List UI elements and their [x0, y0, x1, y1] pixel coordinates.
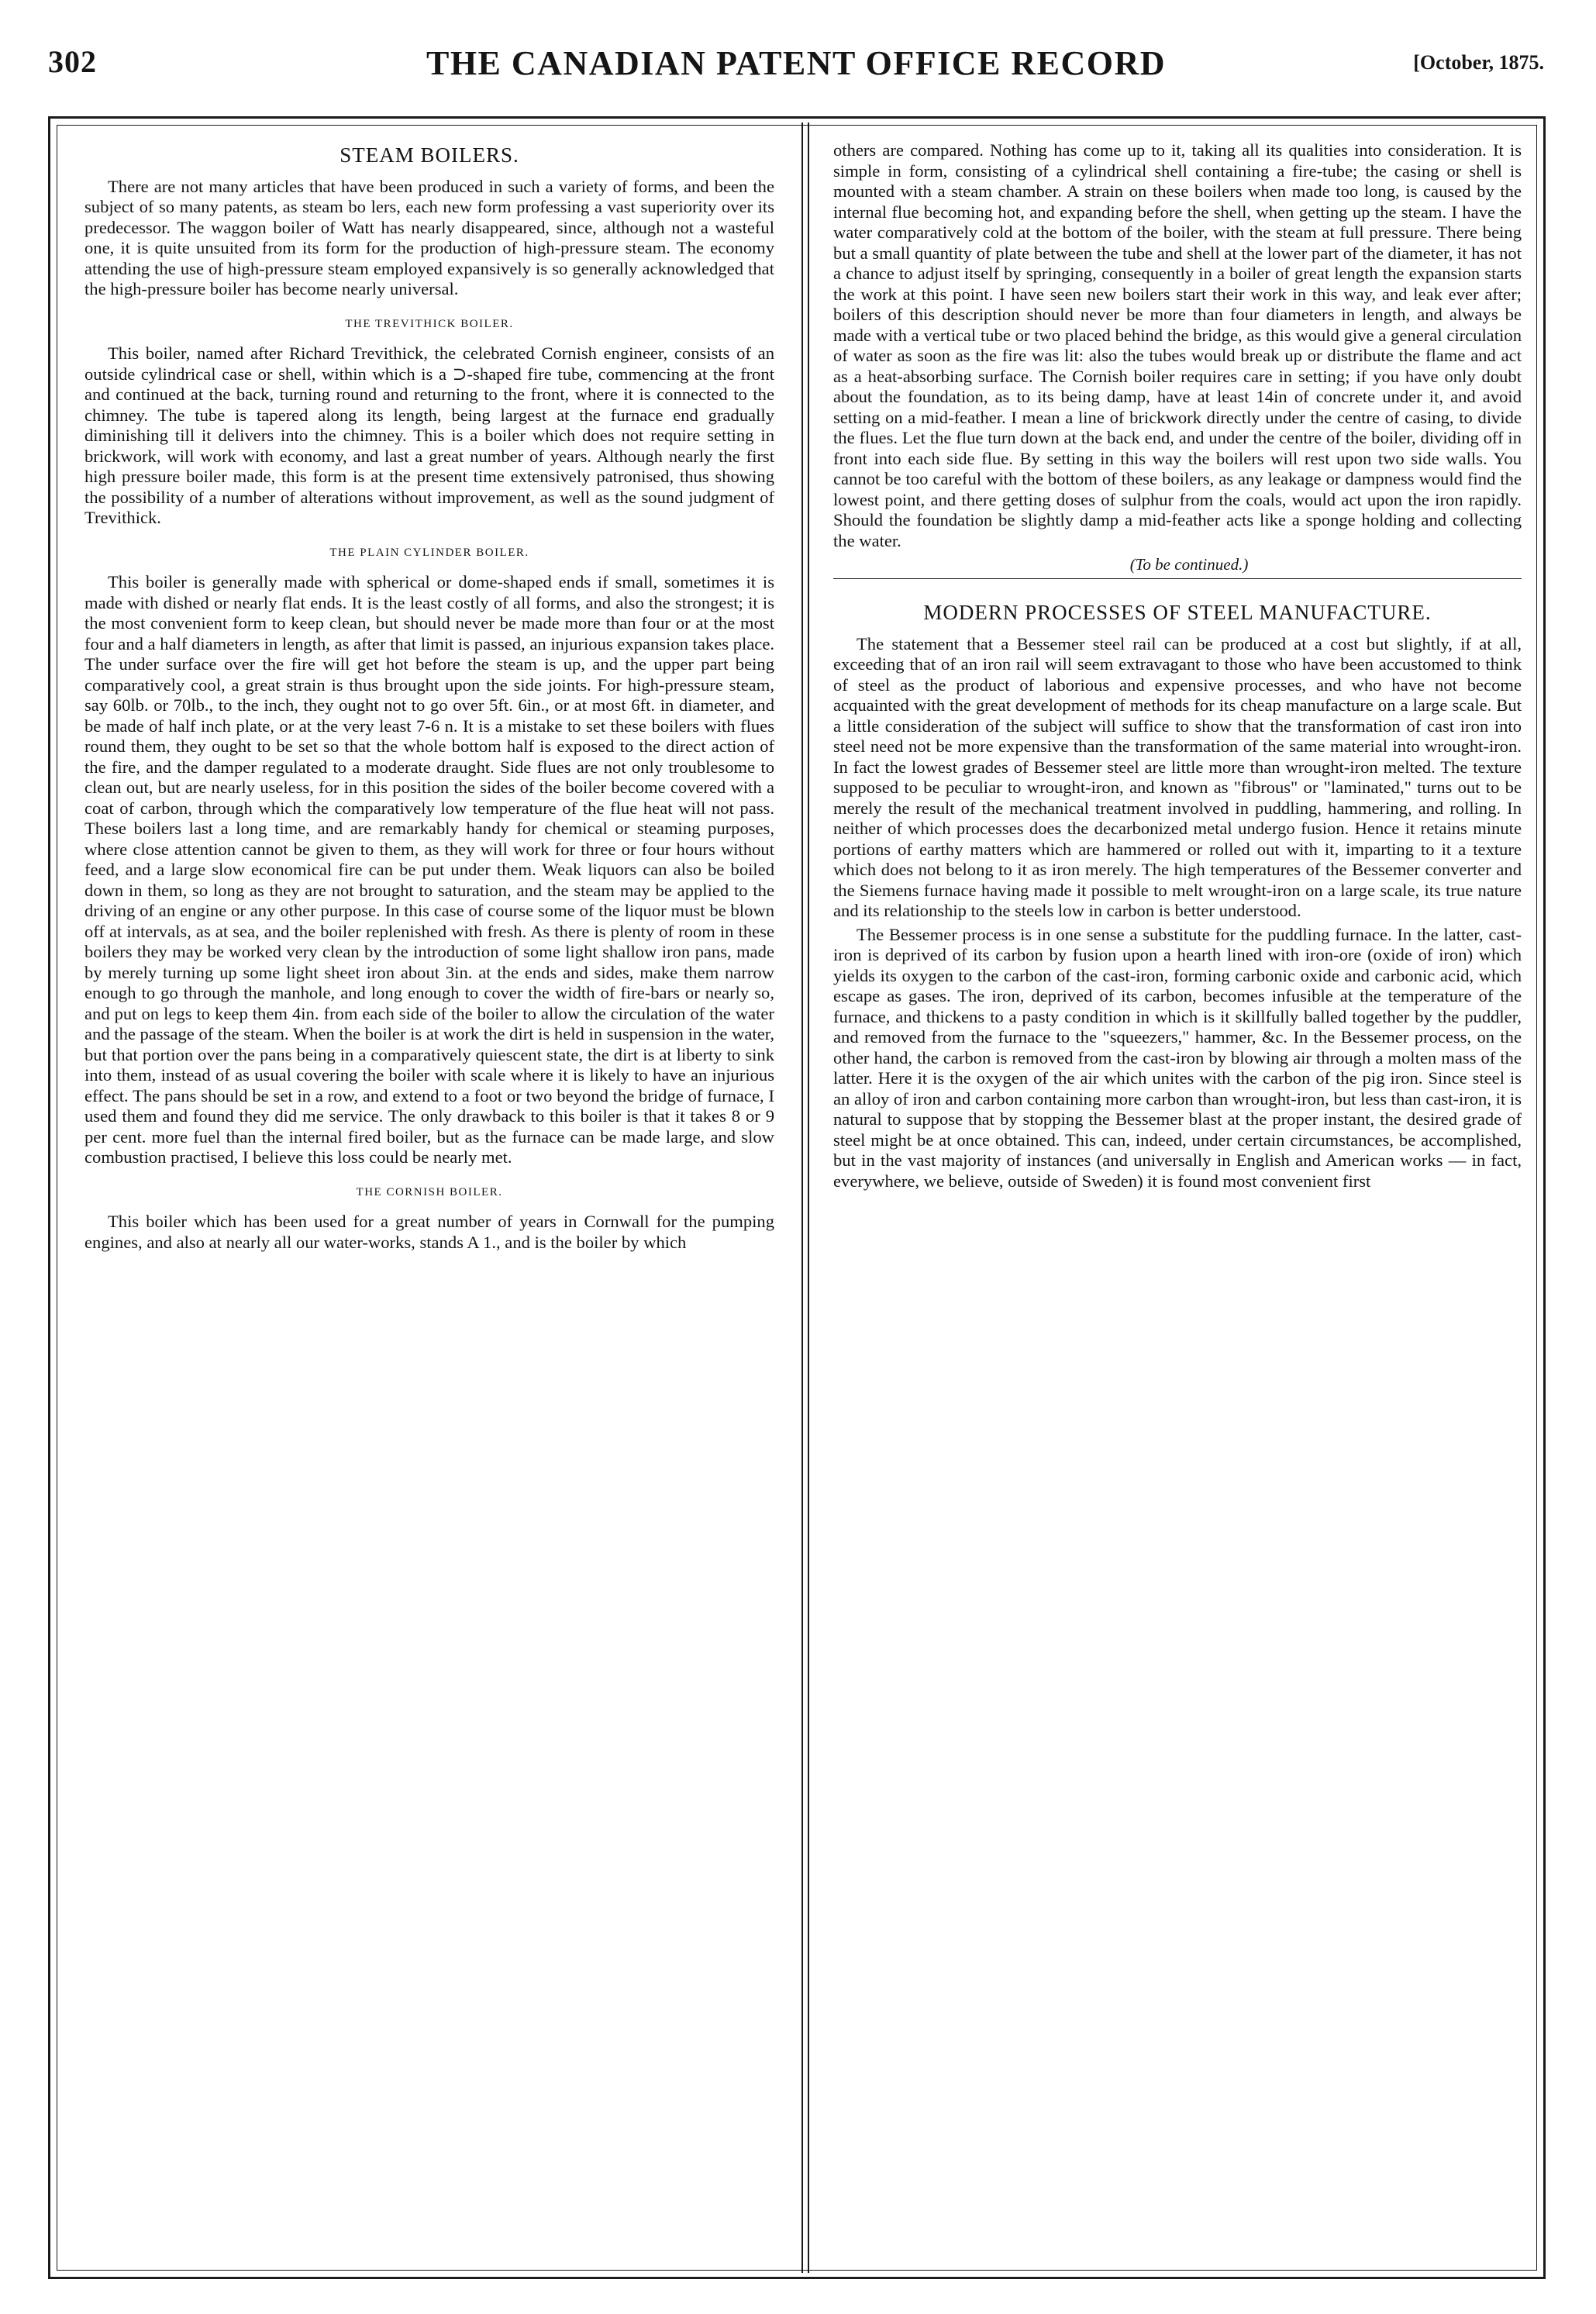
trevithick-paragraph: This boiler, named after Richard Trevithick, the celebrated Cornish engineer, consists of an outside cylindrical case or shell, within which is a ⊃-shaped fire tube, commencing at the front and continued at the back, turning round and returning to the front, where it is connected to the chimney. The tube is tapered along its length, being largest at the furnace end gradually diminishing till it delivers into the chimney. This is a boiler which does not require setting in brickwork, will work with economy, and last a great number of years. Although nearly the first high pressure boiler made, this form is at the present time extensively patronised, thus showing the possibility of a number of alterations without improvement, as well as the sound judgment of Trevithick. [84, 343, 774, 527]
article-separator [833, 578, 1522, 580]
heading-plain-cylinder-boiler: THE PLAIN CYLINDER BOILER. [329, 546, 529, 559]
to-be-continued: (To be continued.) [1129, 555, 1249, 574]
heading-trevithick-boiler: THE TREVITHICK BOILER. [345, 317, 514, 330]
column-rule [801, 122, 803, 2273]
article-title-steel-manufacture: MODERN PROCESSES OF STEEL MANUFACTURE. [923, 601, 1432, 624]
page-header [48, 43, 1544, 87]
steel-paragraph-1: The statement that a Bessemer steel rail can be produced at a cost but slightly, if at all, exceeding that of an iron rail will seem extravagant to those who have been accustomed to think of steel as the product of laborious and expensive processes, and who have not become acquainted with the great development of methods for its cheap manufacture on a large scale. But a little consideration of the subject will suffice to show that the transformation of cast iron into steel need not be more expensive than the transformation of the same material into wrought-iron. In fact the lowest grades of Bessemer steel are little more than wrought-iron melted. The texture supposed to be peculiar to wrought-iron, and known as "fibrous" or "laminated," turns out to be merely the result of the mechanical treatment involved in puddling, hammering, and rolling. In neither of which processes does the decarbonized metal undergo fusion. Hence it retains minute portions of earthy matters which are hammered or rolled out with it, imparting to it a texture which does not belong to it as iron merely. The high temperatures of the Bessemer converter and the Siemens furnace having made it possible to melt wrought-iron on a large scale, its true nature and its relationship to the steels low in carbon is better understood. [833, 633, 1522, 920]
steam-boilers-intro: There are not many articles that have been produced in such a variety of forms, and been the subject of so many patents, as steam bo lers, each new form professing a vast superiority over its predecessor. The waggon boiler of Watt has nearly disappeared, since, although not a wasteful one, it is quite unsuited from its form for the production of high-pressure steam. The economy attending the use of high-pressure steam employed expansively is so generally acknowledged that the high-pressure boiler has become nearly universal. [84, 176, 774, 298]
issue-date: [October, 1875. [1413, 51, 1544, 74]
page-frame [48, 116, 1546, 2279]
plain-cylinder-paragraph: This boiler is generally made with spherical or dome-shaped ends if small, sometimes it is made with dished or nearly flat ends. It is the least costly of all forms, and also the strongest; it is the most convenient form to keep clean, but should never be made more than four or at the most four and a half diameters in length, as after that limit is passed, an injurious expansion takes place. The under surface over the fire will get hot before the steam is up, and the upper part being comparatively cool, a great strain is thus brought upon the side joints. For high-pressure steam, say 60lb. or 70lb., to the inch, they ought not to go over 5ft. 6in., or at most 6ft. in diameter, and be made of half inch plate, or at the very least 7-6 n. It is a mistake to set these boilers with flues round them, they ought to be set so that the whole bottom half is exposed to the direct action of the fire, and the damper regulated to a moderate draught. Side flues are not only troublesome to clean out, but are nearly useless, for in this position the sides of the boiler become covered with a coat of carbon, through which the comparatively low temperature of the flue heat will not pass. These boilers last a long time, and are remarkably handy for chemical or steaming purposes, where close attention cannot be given to them, as they will work for three or four hours without feed, and a large slow economical fire can be put under them. Weak liquors can also be boiled down in them, so long as they are not brought to saturation, and the steam may be applied to the driving of an engine or any other purpose. In this case of course some of the liquor must be blown off at intervals, as at sea, and the boiler replenished with fresh. As there is plenty of room in these boilers they may be worked very clean by the introduction of some light shallow iron pans, made by merely turning up some light sheet iron about 3in. at the ends and sides, make them narrow enough to go through the manhole, and long enough to cover the width of fire-bars or nearly so, and put on legs to keep them 4in. from each side of the boiler to allow the circulation of the water and the passage of the steam. When the boiler is at work the dirt is held in suspension in the water, but that portion over the pans being in a comparatively quiescent state, the dirt is at liberty to sink into them, instead of as usual covering the boiler with scale where it is likely to have an injurious effect. The pans should be set in a row, and extend to a foot or two beyond the bridge of furnace, I used them and found they did me service. The only drawback to this boiler is that it takes 8 or 9 per cent. more fuel than the internal fired boiler, but as the furnace can be made large, and slow combustion practised, I believe this loss could be nearly met. [84, 572, 774, 1167]
steel-paragraph-2: The Bessemer process is in one sense a substitute for the puddling furnace. In the latter, cast-iron is deprived of its carbon by fusion upon a hearth lined with iron-ore (oxide of iron) which yields its oxygen to the carbon of the cast-iron, forming carbonic oxide and carbonic acid, which escape as gases. The iron, deprived of its carbon, becomes infusible at the temperature of the furnace, and thickens to a pasty condition in which is it skillfully balled together by the puddler, and removed from the furnace to the "squeezers," hammer, &c. In the Bessemer process, on the other hand, the carbon is removed from the cast-iron by blowing air through a molten mass of the latter. Here it is the oxygen of the air which unites with the carbon of the pig iron. Since steel is an alloy of iron and carbon containing more carbon than wrought-iron, but less than cast-iron, it is natural to suppose that by stopping the Bessemer blast at the proper instant, the desired grade of steel might be at once obtained. This can, indeed, under certain circumstances, be accomplished, but in the vast majority of instances (and universally in English and American works — in fact, everywhere, we believe, outside of Sweden) it is found most convenient first [833, 924, 1522, 1191]
cornish-paragraph: This boiler which has been used for a great number of years in Cornwall for the pumping engines, and also at nearly all our water-works, stands A 1., and is the boiler by which [84, 1212, 774, 1252]
page-number: 302 [48, 44, 97, 79]
right-column [833, 140, 1522, 1195]
heading-cornish-boiler: THE CORNISH BOILER. [356, 1185, 503, 1198]
left-column [84, 140, 774, 1256]
article-title-steam-boilers: STEAM BOILERS. [340, 143, 519, 167]
column-rule-inner [808, 122, 809, 2273]
running-title: THE CANADIAN PATENT OFFICE RECORD [426, 44, 1166, 82]
cornish-continuation: others are compared. Nothing has come up to it, taking all its qualities into consideration. It is simple in form, consisting of a cylindrical shell containing a fire-tube; the casing or shell is mounted with a steam chamber. A strain on these boilers when made too long, is caused by the internal flue becoming hot, and expanding before the shell, when getting up the steam. I have the water comparatively cold at the bottom of the boiler, with the steam at full pressure. There being but a small quantity of plate between the tube and shell at the lower part of the diameter, it has not a chance to adjust itself by springing, consequently in a boiler of great length the expansion starts the work at this point. I have seen new boilers start their work in this way, and leak ever after; boilers of this description should never be more than four diameters in length, and always be made with a vertical tube or two placed behind the bridge, as this would give a general circulation of water as soon as the fire was lit: also the tubes would break up or distribute the flame and act as a heat-absorbing surface. The Cornish boiler requires care in setting; if you have only doubt about the foundation, as to its being damp, have at least 14in of concrete under it, and avoid setting on a mid-feather. I mean a line of brickwork directly under the centre of casing, to divide the flues. Let the flue turn down at the back end, and under the centre of the boiler, dividing off in front into each side flue. By setting in this way the boilers will rest upon two side walls. You cannot be too careful with the bottom of these boilers, as any leakage or dampness would find the lowest point, and there getting doses of sulphur from the coals, would act upon the iron rapidly. Should the foundation be slightly damp a mid-feather acts like a sponge holding and collecting the water. [833, 140, 1522, 550]
